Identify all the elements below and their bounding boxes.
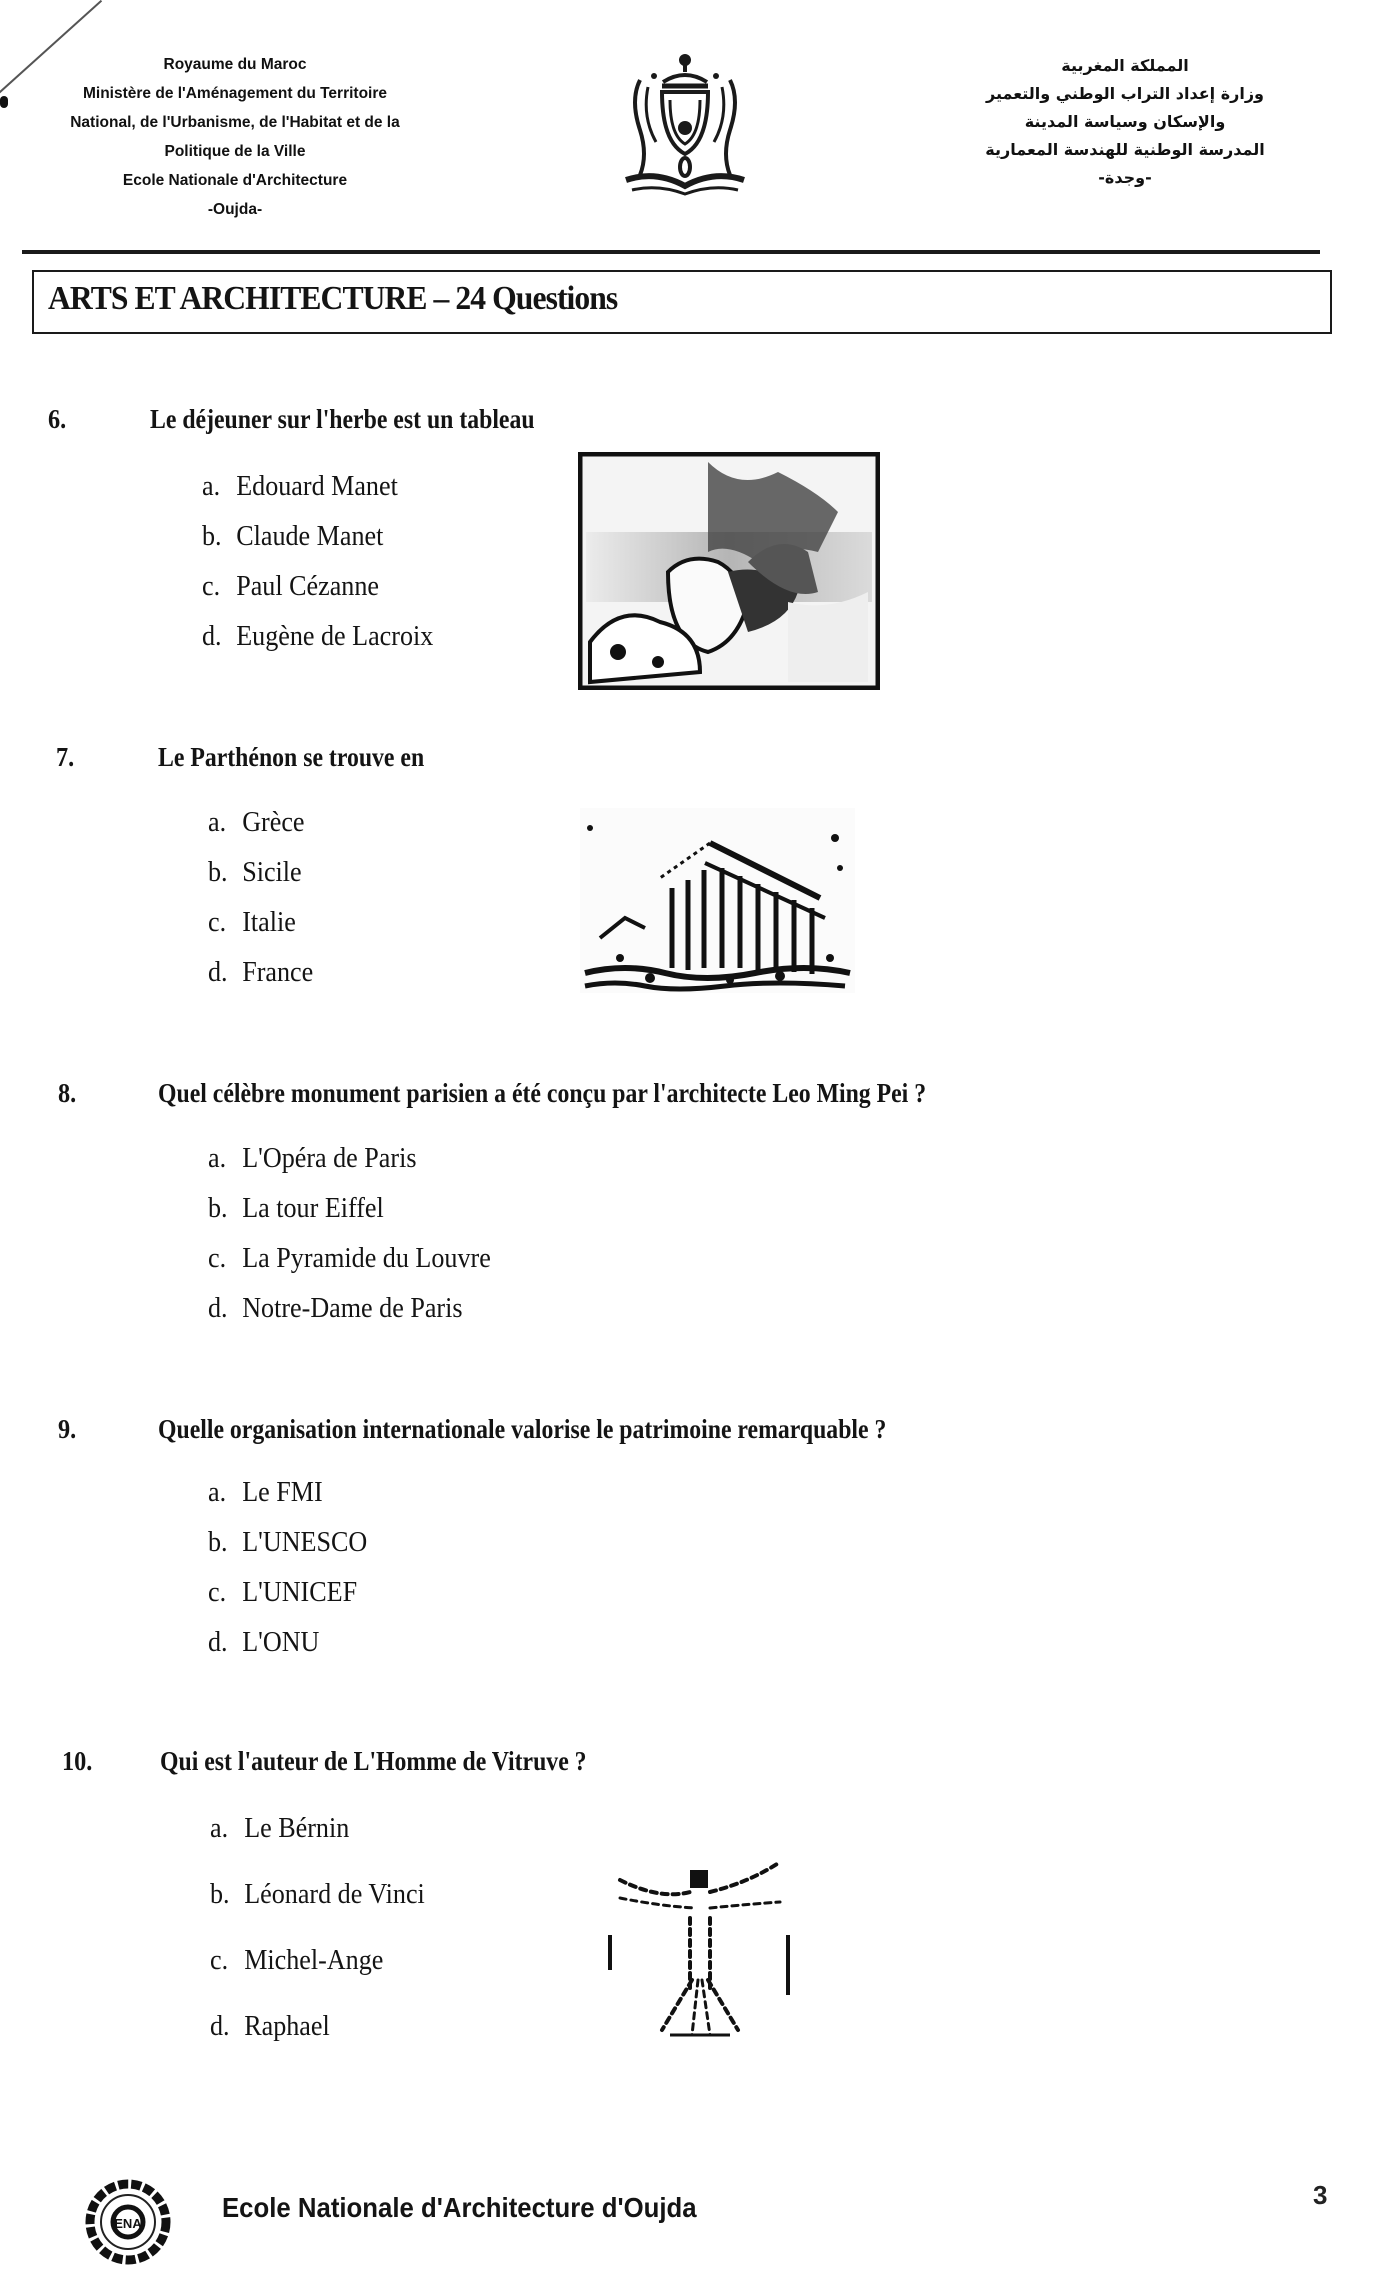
header-ar-line: -وجدة- <box>1098 168 1152 187</box>
header-fr-line: Royaume du Maroc <box>163 56 307 73</box>
question-text: Le déjeuner sur l'herbe est un tableau <box>150 404 535 434</box>
option-d[interactable]: d. L'ONU <box>208 1626 320 1658</box>
header-ar-line: والإسكان وسياسة المدينة <box>1024 112 1226 131</box>
question-text: Le Parthénon se trouve en <box>158 742 425 772</box>
question-text: Quel célèbre monument parisien a été conçu par l'architecte Leo Ming Pei ? <box>158 1078 927 1108</box>
section-title: ARTS ET ARCHITECTURE – 24 Questions <box>48 280 618 317</box>
header-ar-line: المدرسة الوطنية للهندسة المعمارية <box>985 140 1265 159</box>
question-number: 8. <box>58 1078 77 1108</box>
header-fr-line: Ecole Nationale d'Architecture <box>122 172 348 189</box>
header-fr-line: Ministère de l'Aménagement du Territoire <box>83 85 387 102</box>
question-text: Qui est l'auteur de L'Homme de Vitruve ? <box>160 1746 587 1776</box>
page-number: 3 <box>1313 2180 1328 2210</box>
header-arabic <box>955 52 1295 192</box>
option-b[interactable]: b. Léonard de Vinci <box>210 1878 425 1910</box>
option-b[interactable]: b. Claude Manet <box>202 520 384 552</box>
parthenon-image <box>580 808 855 993</box>
question-text: Quelle organisation internationale valorise le patrimoine remarquable ? <box>158 1414 887 1444</box>
question-number: 9. <box>58 1414 77 1444</box>
option-d[interactable]: d. Eugène de Lacroix <box>202 620 434 652</box>
header-fr-line: Politique de la Ville <box>164 143 306 160</box>
question-number: 10. <box>62 1746 93 1776</box>
option-a[interactable]: a. Edouard Manet <box>202 470 398 502</box>
painting-dejeuner-sur-lherbe-image <box>578 452 880 690</box>
option-c[interactable]: c. L'UNICEF <box>208 1576 358 1608</box>
option-a[interactable]: a. L'Opéra de Paris <box>208 1142 417 1174</box>
option-c[interactable]: c. Paul Cézanne <box>202 570 379 602</box>
option-b[interactable]: b. Sicile <box>208 856 302 888</box>
section-title-box <box>32 270 1332 334</box>
question-number: 6. <box>48 404 67 434</box>
option-d[interactable]: d. Raphael <box>210 2010 330 2042</box>
option-d[interactable]: d. France <box>208 956 314 988</box>
option-a[interactable]: a. Le Bérnin <box>210 1812 350 1844</box>
header-ar-line: المملكة المغربية <box>1061 56 1189 75</box>
option-c[interactable]: c. La Pyramide du Louvre <box>208 1242 491 1274</box>
header-fr-line: National, de l'Urbanisme, de l'Habitat et de la <box>70 114 400 131</box>
option-b[interactable]: b. L'UNESCO <box>208 1526 368 1558</box>
option-d[interactable]: d. Notre-Dame de Paris <box>208 1292 463 1324</box>
question-number: 7. <box>56 742 75 772</box>
option-a[interactable]: a. Le FMI <box>208 1476 323 1508</box>
footer-school-name: Ecole Nationale d'Architecture d'Oujda <box>222 2192 697 2223</box>
header-fr-line: -Oujda- <box>207 201 263 218</box>
scan-artifact-dot <box>0 96 8 108</box>
moroccan-coat-of-arms-icon <box>618 52 753 202</box>
school-logo-icon <box>82 2172 174 2272</box>
option-c[interactable]: c. Michel-Ange <box>210 1944 384 1976</box>
option-b[interactable]: b. La tour Eiffel <box>208 1192 384 1224</box>
vitruvian-man-image <box>600 1840 800 2040</box>
header-divider <box>22 250 1320 254</box>
header-ar-line: وزارة إعداد التراب الوطني والتعمير <box>986 84 1264 103</box>
header-french <box>20 50 450 224</box>
option-c[interactable]: c. Italie <box>208 906 296 938</box>
school-logo-text: ENA <box>114 2216 142 2231</box>
option-a[interactable]: a. Grèce <box>208 806 305 838</box>
